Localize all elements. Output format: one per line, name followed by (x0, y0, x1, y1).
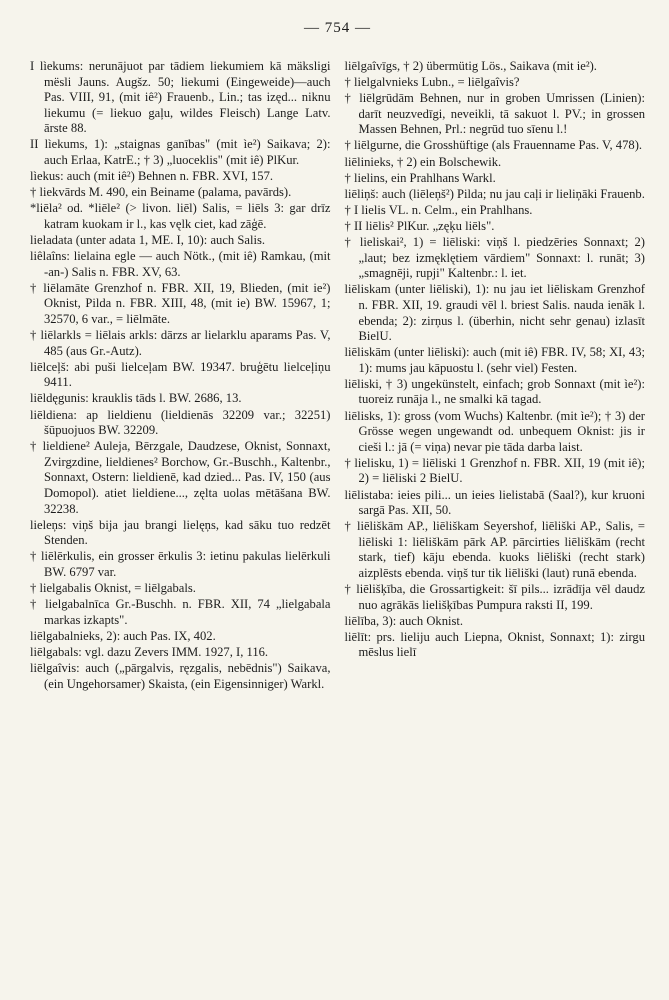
dictionary-entry: liēlceļš: abi puši lielceļam BW. 19347. bruģētu lielceļiņu 9411. (30, 359, 331, 390)
dictionary-entry: † liēliškām AP., liēliškam Seyershof, liēliški AP., Salis, = liēliski 1: liēliškām pārk AP. pārcirties liēliškām (recht stark, tief) kāju ebenda. kuoks liēliški (recht stark) aizplēsts ebenda. viņš tur tik liēliški (laut) runā ebenda. (344, 519, 645, 580)
dictionary-entry: liēlgaîvīgs, † 2) übermütig Lös., Saikava (mit ie²). (344, 59, 597, 73)
dictionary-entry: I lìekums: nerunājuot par tādiem liekumiem kā mäksligi mësli Jauns. Augšz. 50; liekumi (Eingeweide)—auch Pas. VIII, 91, (mit iê²) Frauenb., Lin.; tas izęd... niknu liekumu (= liekuo gaļu, wildes Fleisch) Lange Latv. ārste 88. (30, 59, 331, 136)
dictionary-entry: † liēlgurne, die Grosshüftige (als Frauenname Pas. V, 478). (344, 138, 643, 153)
dictionary-entry: liēlgabalnieks, 2): auch Pas. IX, 402. (30, 628, 216, 643)
dictionary-entry: lieladata (unter adata 1, ME. I, 10): auch Salis. (30, 233, 266, 248)
dictionary-entry: liēlistaba: ieies pili... un ieies lielistabā (Saal?), kur kruoni sargā Pas. XII, 50. (344, 487, 645, 518)
dictionary-entry: liēldiena: ap lieldienu (lieldienās 32209 var.; 32251) šūpuojuos BW. 32209. (30, 407, 331, 438)
dictionary-entry: *liēla² od. *liēle² (> livon. liēl) Salis, = liēls 3: gar drīz katram kuokam ir l., kas vęlk ciet, kad zāģē. (30, 201, 331, 231)
columns (30, 59, 645, 693)
dictionary-entry: † liēlarkls = liēlais arkls: dārzs ar lielarklu aparams Pas. V, 485 (aus Gr.-Autz). (30, 328, 331, 358)
dictionary-entry: liēlisks, 1): gross (vom Wuchs) Kaltenbr. (mit ìe²); † 3) der Grösse wegen ungewandt od. unbequem Oknist: jis ir cieši l.: jā (= viņa) nevar pie tāda darba laist. (344, 408, 645, 454)
page-number: — 754 — (304, 20, 371, 36)
right-column (345, 59, 646, 693)
dictionary-entry: lìekus: auch (mit iê²) Behnen n. FBR. XVI, 157. (30, 169, 274, 184)
dictionary-entry: † liēlērkulis, ein grosser ērkulis 3: ietinu pakulas lielērkuli BW. 6797 var. (30, 549, 331, 579)
dictionary-entry: † lielisku, 1) = liēliski 1 Grenzhof n. FBR. XII, 19 (mit iê); 2) = liēliski 2 BielU. (344, 455, 645, 486)
dictionary-entry: † lieldiene² Auleja, Bērzgale, Daudzese, Oknist, Sonnaxt, Zvirgzdine, lieldienes² Borchow, Gr.-Buschh., Kaltenbr., Sonnaxt, Ostern: lieldienē, kad dzied... Pas. IV, 150 (aus Domopol). atiet lieldiene..., zęlta uolas mētāšana BW. 32238. (30, 439, 331, 516)
dictionary-entry: lieleņs: viņš bija jau brangi lielęņs, kad sāku tuo redzēt Stenden. (30, 517, 331, 548)
dictionary-entry: liēlinieks, † 2) ein Bolschewik. (344, 154, 502, 169)
dictionary-entry: liēlgabals: vgl. dazu Zevers IMM. 1927, I, 116. (30, 644, 269, 659)
dictionary-entry: † lielins, ein Prahlhans Warkl. (344, 170, 496, 185)
dictionary-entry: † lielgalvnieks Lubn., = liēlgaîvis? (344, 75, 520, 90)
dictionary-entry: liēliņš: auch (liēleņš²) Pilda; nu jau caļi ir lieliņāki Frauenb. (344, 186, 645, 201)
dictionary-entry: † I lielis VL. n. Celm., ein Prahlhans. (344, 202, 533, 217)
dictionary-entry: † lielgabalis Oknist, = liēlgabals. (30, 581, 196, 596)
dictionary-entry: † liēlišķība, die Grossartigkeit: šī pils... izrādīja vēl daudz nuo agrākās lielišķības Pumpura raksti II, 199. (344, 582, 645, 612)
dictionary-entry: liēliskam (unter liēliski), 1): nu jau iet liēliskam Grenzhof n. FBR. XII, 19. graudi vēl l. briest Salis. nauda ienāk l. ebenda; 2): zirņus l. (überhin, nicht sehr genau) izlasīt BielU. (344, 282, 645, 344)
dictionary-entry: † II liēlis² PlKur. „zęķu liēls". (344, 218, 495, 233)
dictionary-entry: liēlgaîvis: auch („pārgalvis, ręzgalis, nebēdnis") Saikava, (ein Ungehorsamer) Skaista, (ein Eigensinniger) Warkl. (30, 661, 331, 691)
dictionary-entry: liēlīt: prs. lieliju auch Liepna, Oknist, Sonnaxt; 1): zirgu mēslus lielī (344, 629, 645, 660)
dictionary-entry: † liekvārds M. 490, ein Beiname (palama, pavārds). (30, 185, 292, 200)
dictionary-entry: liēliskām (unter liēliski): auch (mit iê) FBR. IV, 58; XI, 43; 1): mums jau kāpuostu l. (sehr viel) Festen. (344, 345, 645, 375)
dictionary-entry: II lìekums, 1): „staignas ganības" (mit ìe²) Saikava; 2): auch Erlaa, KatrE.; † 3) „luoceklis" (mit iê) PlKur. (30, 137, 331, 168)
dictionary-entry: liēliski, † 3) ungekünstelt, einfach; grob Sonnaxt (mit ìe²): tuoreiz runāja l., ne smalki kā tagad. (344, 376, 645, 407)
dictionary-entry: † lieliskai², 1) = liēliski: viņš l. piedzēries Sonnaxt; 2) „laut; bez izmęklętiem vārdiem" Sonnaxt: l. runāt; 3) „smagnēji, rupji" Kaltenbr.: l. iet. (344, 235, 645, 281)
dictionary-entry: liēlība, 3): auch Oknist. (344, 613, 464, 628)
dictionary-entry: † liēlamāte Grenzhof n. FBR. XII, 19, Blieden, (mit ie²) Oknist, Pilda n. FBR. XIII, 48, (mit ie) BW. 15967, 1; 32570, 6 var., = liēlmāte. (30, 280, 331, 326)
dictionary-entry: † liēlgrūdām Behnen, nur in groben Umrissen (Linien): darīt neuzvedīgi, neveikli, tā sakuot l. PV.; in grossen Massen Behnen, Prl.: negrūd tuo sīenu l.! (344, 91, 645, 137)
left-column (30, 59, 331, 693)
dictionary-entry: liēldęgunis: krauklis tāds l. BW. 2686, 13. (30, 391, 242, 406)
dictionary-entry: liêlaîns: lielaina egle — auch Nötk., (mit iê) Ramkau, (mit -an-) Salis n. FBR. XV, 63. (30, 249, 331, 279)
dictionary-entry: † lielgabalnīca Gr.-Buschh. n. FBR. XII, 74 „lielgabala markas izkapts". (30, 597, 331, 627)
